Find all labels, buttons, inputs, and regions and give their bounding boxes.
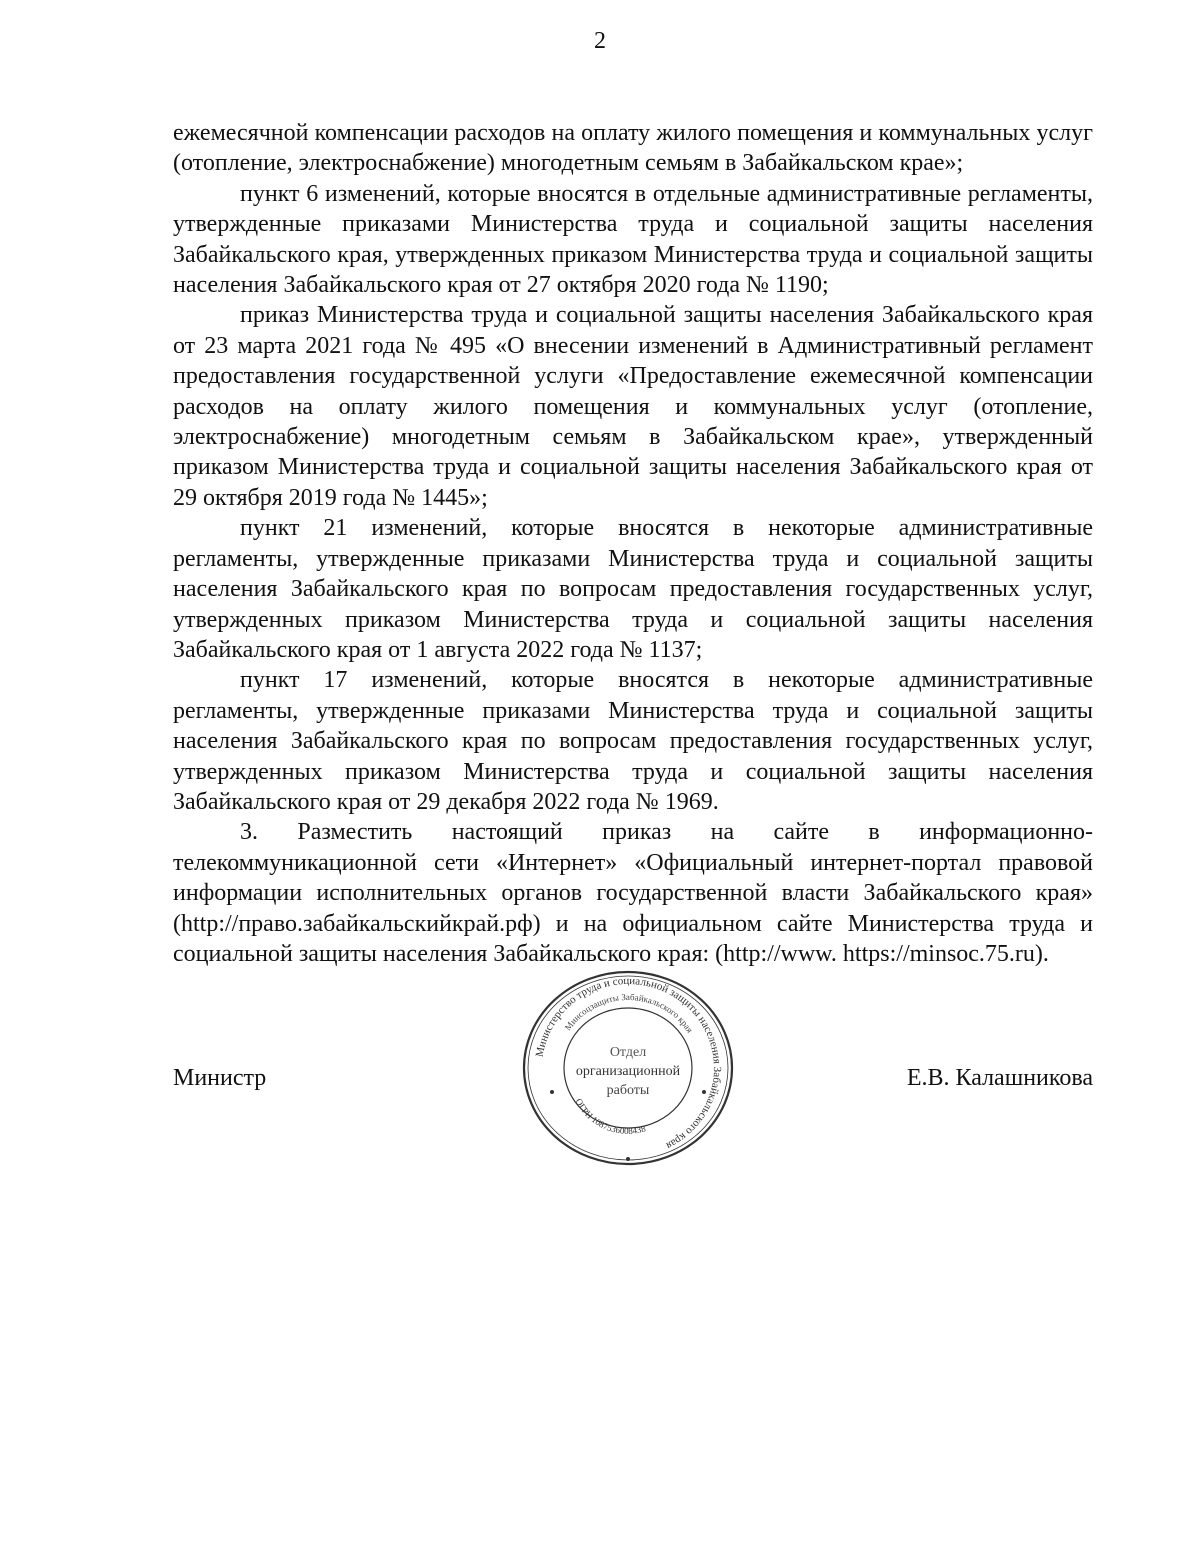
page-number: 2 [594,28,606,54]
seal-inner-ring-text-path: Минсоцзащиты Забайкальского края [562,991,696,1035]
paragraph-2: пункт 6 изменений, которые вносятся в отдельные административные регламенты, утвержденные приказами Министерства труда и социальной защиты населения Забайкальского края, утвержденных приказом Министерства труда и социальной защиты населения Забайкальского края от 27 октября 2020 года № 1190; [173,180,1093,299]
seal-star-right [702,1090,706,1094]
seal-outer-text-path: Министерство труда и социальной защиты населения Забайкальского края [533,974,724,1152]
seal-bottom-text [574,1097,648,1136]
official-seal-stamp [508,968,748,1168]
seal-center-line-1: Отдел [609,1045,647,1060]
paragraph-5: пункт 17 изменений, которые вносятся в некоторые административные регламенты, утвержденные приказами Министерства труда и социальной защиты населения Забайкальского края по вопросам предоставления государственных услуг, утвержденных приказом Министерства труда и социальной защиты населения Забайкальского края от 29 декабря 2022 года № 1969. [173,667,1093,815]
signatory-position: Министр [173,1065,267,1091]
seal-center-line-3: работы [606,1083,650,1098]
seal-bottom-text-path: ОГРН 1087536008438 [573,1096,647,1137]
seal-star-bottom [626,1157,630,1161]
signatory-name: Е.В. Калашникова [906,1065,1093,1091]
seal-center-line-2: организационной [575,1064,681,1079]
seal-star-left [550,1090,554,1094]
paragraph-1: ежемесячной компенсации расходов на оплату жилого помещения и коммунальных услуг (отопление, электроснабжение) многодетным семьям в Забайкальском крае»; [173,120,1093,177]
paragraph-3: приказ Министерства труда и социальной защиты населения Забайкальского края от 23 марта 2021 года № 495 «О внесении изменений в Административный регламент предоставления государственной услуги «Предоставление ежемесячной компенсации расходов на оплату жилого помещения и коммунальных услуг (отопление, электроснабжение) многодетным семьям в Забайкальском крае», утвержденный приказом Министерства труда и социальной защиты населения Забайкальского края от 29 октября 2019 года № 1445»; [173,302,1093,511]
document-body [173,118,1093,969]
paragraph-6: 3. Разместить настоящий приказ на сайте в информационно-телекоммуникационной сети «Интернет» «Официальный интернет-портал правовой информации исполнительных органов государственной власти Забайкальского края» (http://право.забайкальскийкрай.рф) и на официальном сайте Министерства труда и социальной защиты населения Забайкальского края: (http://www. https://minsoc.75.ru). [173,819,1093,967]
paragraph-4: пункт 21 изменений, которые вносятся в некоторые административные регламенты, утвержденные приказами Министерства труда и социальной защиты населения Забайкальского края по вопросам предоставления государственных услуг, утвержденных приказом Министерства труда и социальной защиты населения Забайкальского края от 1 августа 2022 года № 1137; [173,515,1093,663]
